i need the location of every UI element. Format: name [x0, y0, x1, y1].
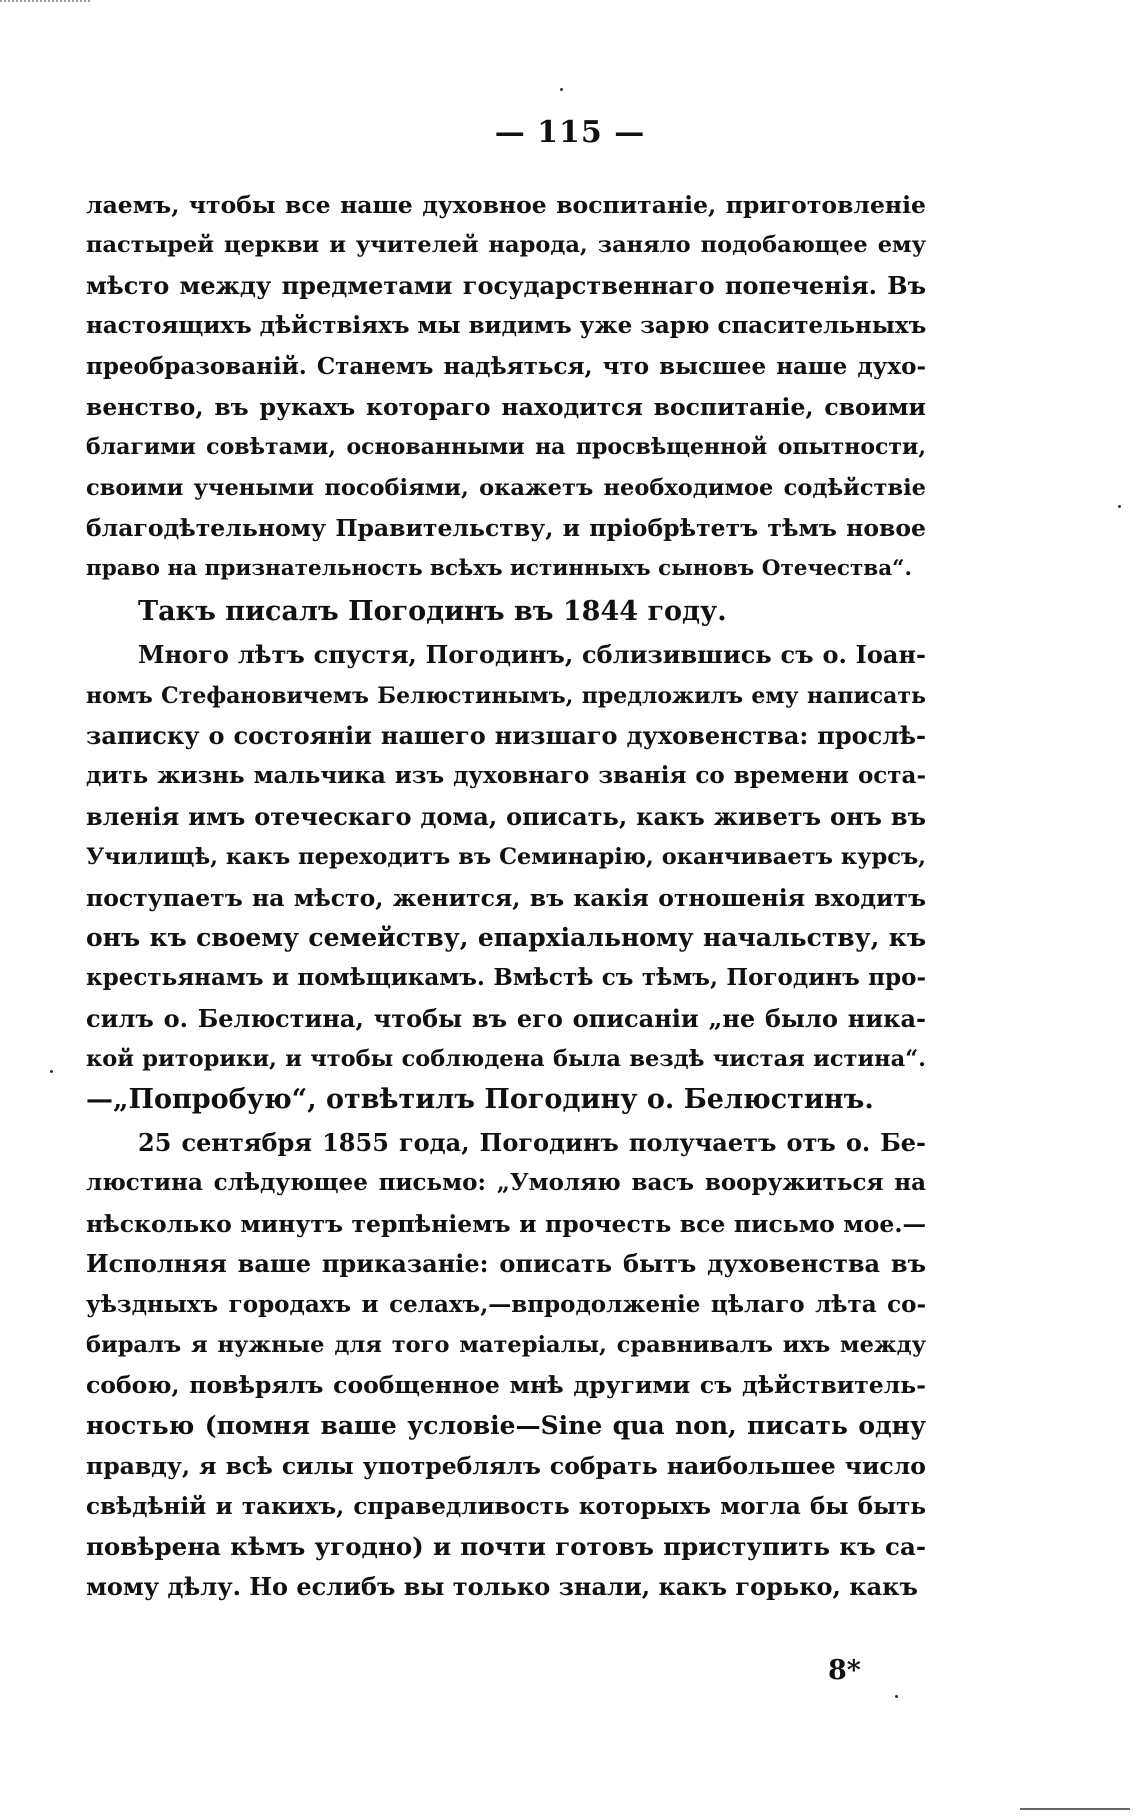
text-line: дить жизнь мальчика изъ духовнаго званія со времени оста- [86, 762, 926, 790]
signature-mark: 8* [828, 1655, 861, 1686]
text-line: 25 сентября 1855 года, Погодинъ получаетъ отъ о. Бе- [138, 1127, 926, 1157]
text-line: силъ о. Белюстина, чтобы въ его описаніи „не было ника- [86, 1003, 926, 1033]
text-line: свѣдѣній и такихъ, справедливость которыхъ могла бы быть [86, 1492, 926, 1520]
text-line: повѣрена кѣмъ угодно) и почти готовъ приступить къ са- [86, 1531, 926, 1561]
text-line: благими совѣтами, основанными на просвѣщенной опытности, [86, 434, 926, 461]
text-line: люстина слѣдующее письмо: „Умоляю васъ вооружиться на [86, 1169, 926, 1197]
text-line: право на признательность всѣхъ истинныхъ сыновъ Отечества“. [86, 555, 913, 581]
text-line: своими учеными пособіями, окажетъ необходимое содѣйствіе [86, 474, 926, 501]
text-line: настоящихъ дѣйствіяхъ мы видимъ уже зарю спасительныхъ [86, 312, 927, 340]
text-line: Такъ писалъ Погодинъ въ 1844 году. [138, 595, 727, 627]
text-line: пастырей церкви и учителей народа, заняло подобающее ему [86, 232, 926, 259]
text-line: Училищѣ, какъ переходитъ въ Семинарію, оканчиваетъ курсъ, [86, 844, 926, 871]
text-line: собою, повѣрялъ сообщенное мнѣ другими съ дѣйствитель- [86, 1371, 926, 1400]
text-line: ностью (помня ваше условіе—Sine qua non, писать одну [86, 1410, 926, 1440]
body-text [86, 185, 926, 1608]
page-number: — 115 — [494, 115, 646, 150]
text-line: лаемъ, чтобы все наше духовное воспитаніе, приготовленіе [86, 191, 926, 219]
text-line: преобразованій. Станемъ надѣяться, что высшее наше духо- [86, 352, 926, 380]
bottom-edge-mark [1020, 1808, 1130, 1810]
text-line: нѣсколько минутъ терпѣніемъ и прочесть все письмо мое.— [86, 1209, 926, 1238]
print-speck [1118, 505, 1121, 508]
text-line: номъ Стефановичемъ Белюстинымъ, предложилъ ему написать [86, 682, 926, 709]
text-line: онъ къ своему семейству, епархіальному начальству, къ [86, 923, 926, 953]
text-line: крестьянамъ и помѣщикамъ. Вмѣстѣ съ тѣмъ, Погодинъ про- [86, 964, 926, 992]
text-line: поступаетъ на мѣсто, женится, въ какія отношенія входитъ [86, 883, 926, 912]
text-line: мому дѣлу. Но еслибъ вы только знали, какъ горько, какъ [86, 1572, 918, 1602]
text-line: вленія имъ отеческаго дома, описать, какъ живетъ онъ въ [86, 801, 926, 831]
text-line: кой риторики, и чтобы соблюдена была вездѣ чистая истина“. [86, 1046, 926, 1073]
text-line: правду, я всѣ силы употреблялъ собрать наибольшее число [86, 1452, 926, 1481]
text-line: —„Попробую“, отвѣтилъ Погодину о. Белюстинъ. [86, 1083, 874, 1115]
text-line: Много лѣтъ спустя, Погодинъ, сблизившись съ о. Іоан- [138, 640, 926, 670]
print-speck [895, 1695, 898, 1698]
text-line: благодѣтельному Правительству, и пріобрѣтетъ тѣмъ новое [86, 514, 926, 543]
text-line: Исполняя ваше приказаніе: описать бытъ духовенства въ [86, 1249, 926, 1279]
print-speck [560, 88, 563, 91]
text-line: венство, въ рукахъ котораго находится воспитаніе, своими [86, 392, 926, 421]
text-line: записку о состояніи нашего низшаго духовенства: прослѣ- [86, 721, 926, 751]
text-line: уѣздныхъ городахъ и селахъ,—впродолженіе цѣлаго лѣта со- [86, 1290, 926, 1318]
print-speck [50, 1070, 53, 1073]
text-line: биралъ я нужные для того матеріалы, сравнивалъ ихъ между [86, 1331, 926, 1358]
top-edge-mark [0, 0, 90, 2]
text-line: мѣсто между предметами государственнаго попеченія. Въ [86, 270, 926, 300]
